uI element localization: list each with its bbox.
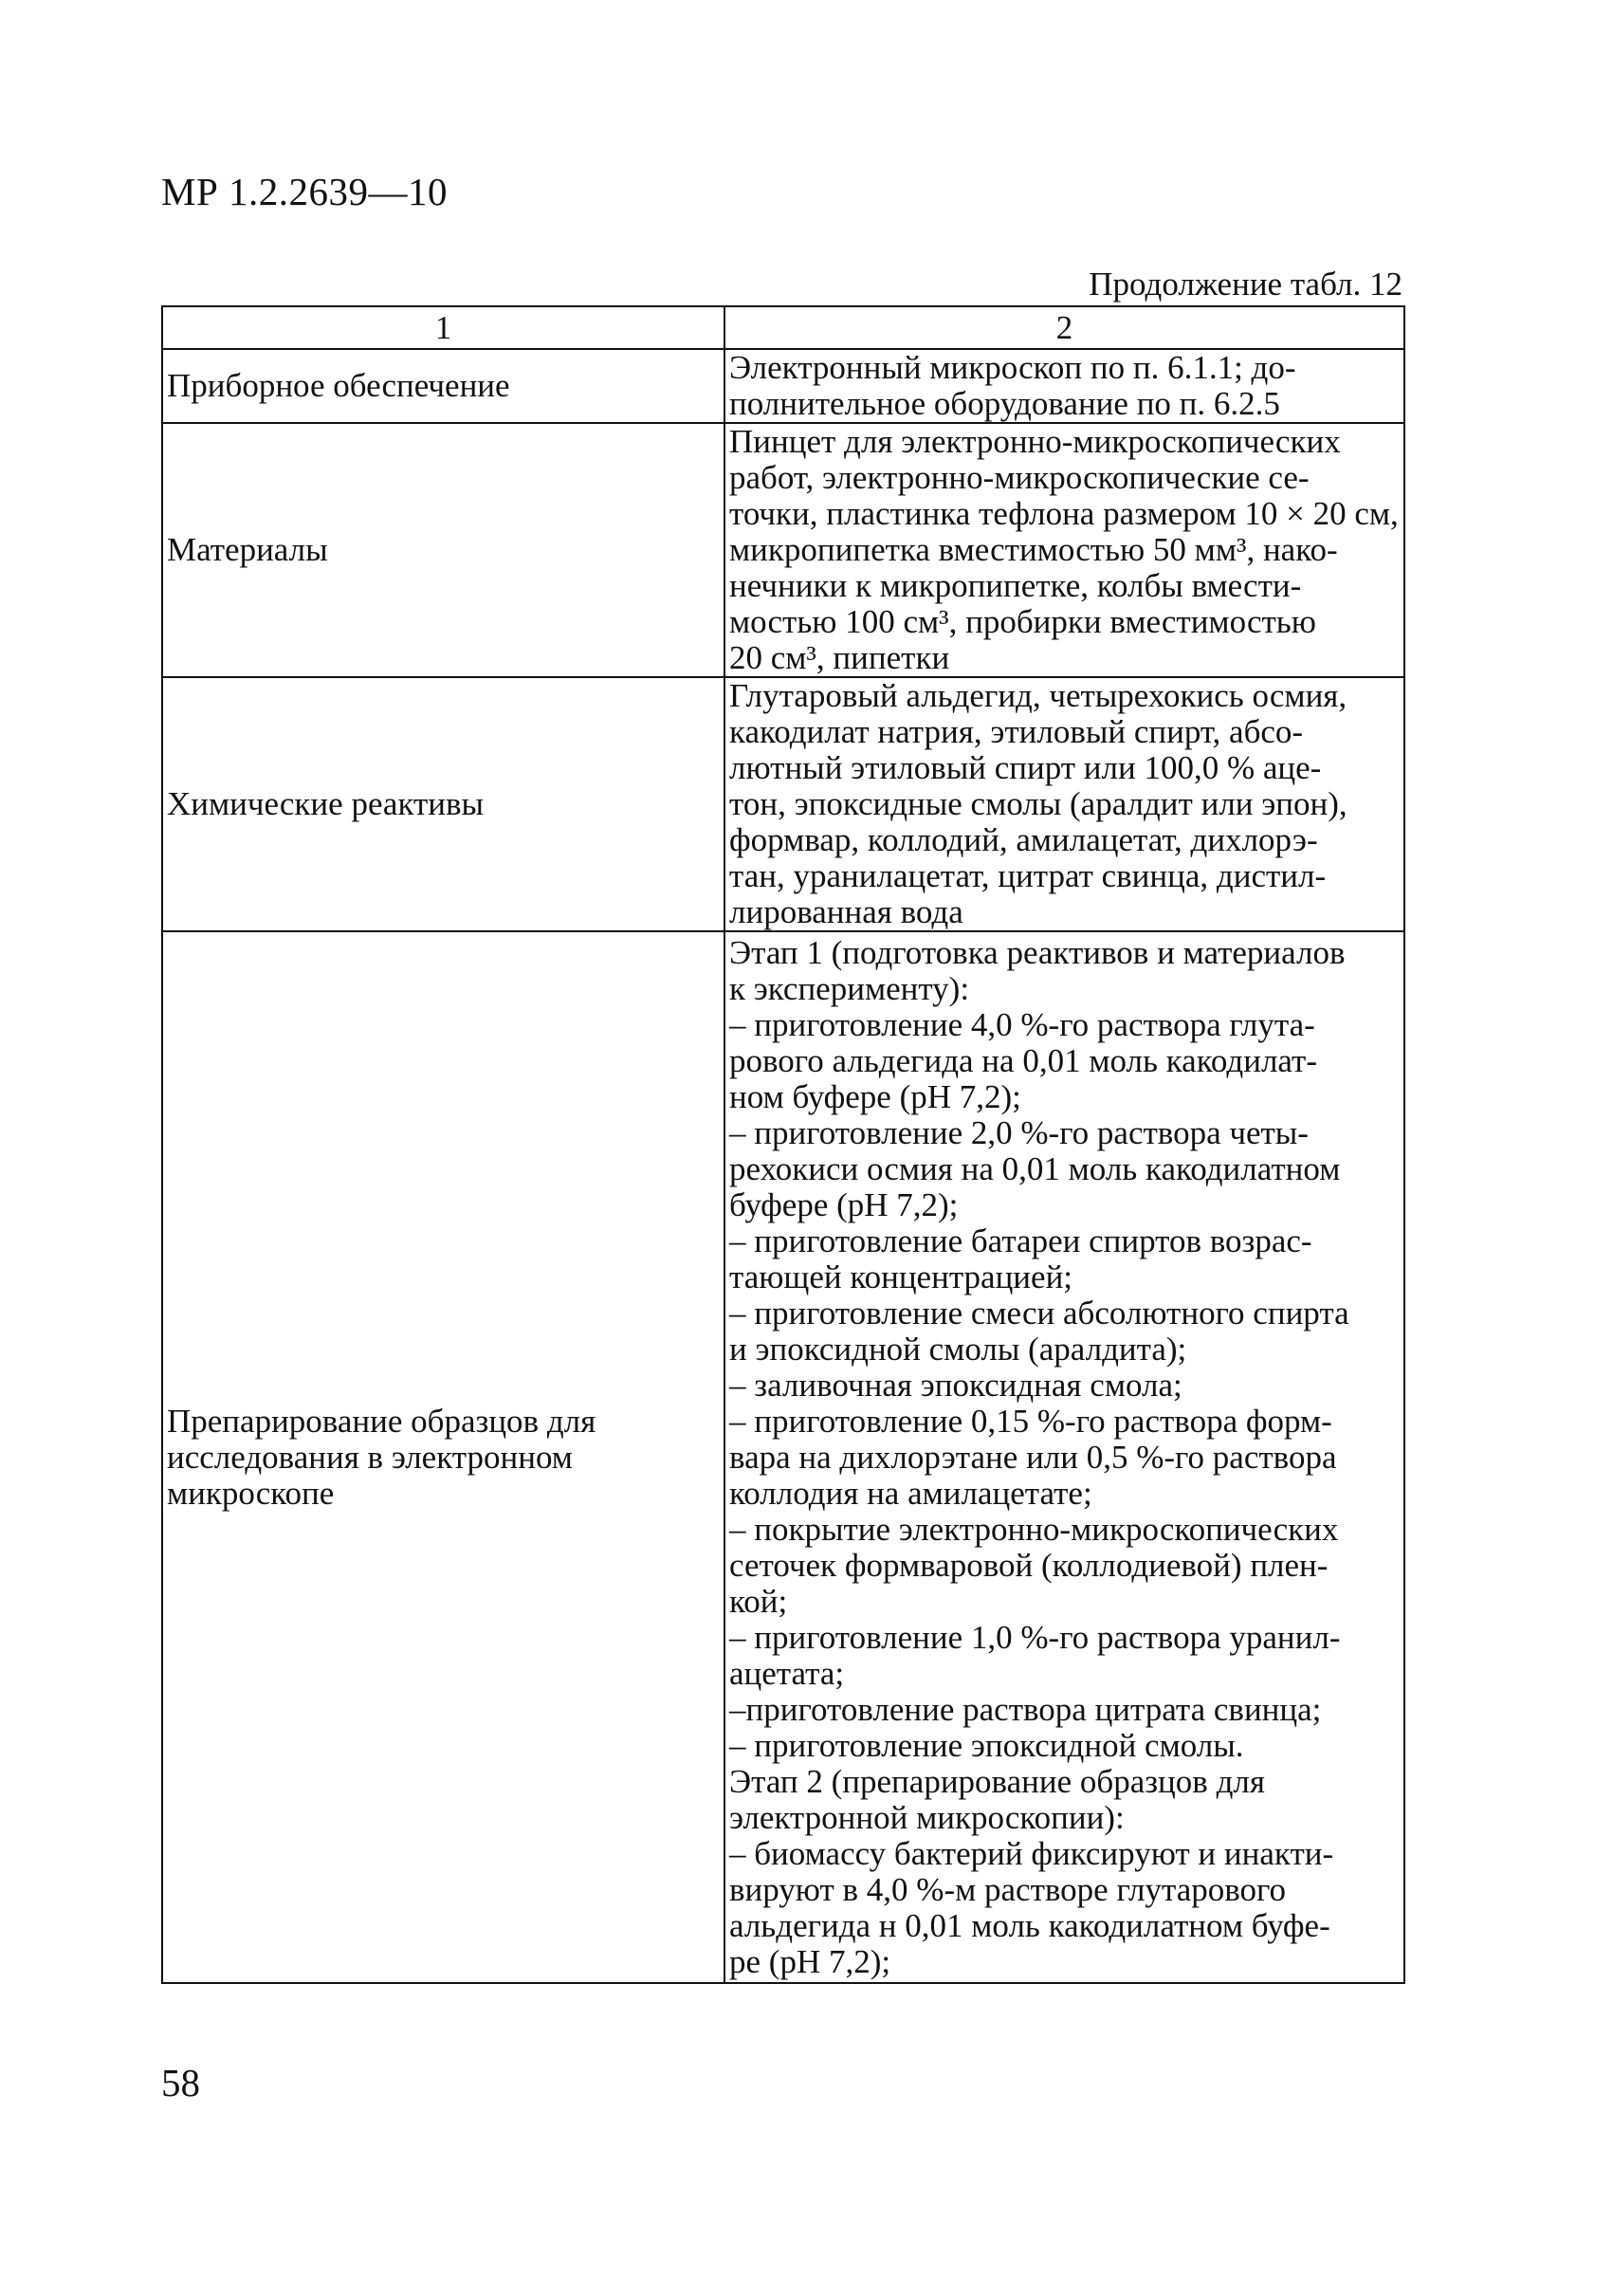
content-line: нечники к микропипетке, колбы вмести- [729,567,1302,604]
content-line: альдегида н 0,01 моль какодилатном буфе- [729,1906,1330,1944]
page-number: 58 [161,2061,200,2104]
table-header-row [162,306,1404,349]
content-line: Этап 2 (препарирование образцов для [729,1762,1265,1800]
content-line: Пинцет для электронно-микроскопических [729,423,1341,460]
content-line: Этап 1 (подготовка реактивов и материалов [729,933,1346,971]
content-line: – приготовление батареи спиртов возрас- [729,1221,1312,1259]
column-header-1: 1 [162,306,724,349]
label-line: Препарирование образцов для [167,1402,596,1440]
content-line: тон, эпоксидные смолы (аралдит или эпон), [729,785,1347,822]
content-line: полнительное оборудование по п. 6.2.5 [729,385,1280,422]
content-line: тан, уранилацетат, цитрат свинца, дистил- [729,857,1327,894]
content-line: – приготовление 1,0 %-го раствора уранил- [729,1618,1341,1656]
content-line: вара на дихлорэтане или 0,5 %-го раствора [729,1438,1337,1476]
content-line: – приготовление смеси абсолютного спирта [729,1294,1349,1332]
row-label-sample-preparation [162,931,724,1983]
content-line: – покрытие электронно-микроскопических [729,1510,1339,1548]
table-row-reagents [162,677,1404,931]
row-content-sample-preparation [724,931,1404,1983]
document-code: МР 1.2.2639—10 [161,170,449,213]
table-row-materials [162,423,1404,677]
label-line: микроскопе [167,1474,335,1512]
column-header-2: 2 [724,306,1404,349]
content-line: – приготовление 4,0 %-го раствора глута- [729,1005,1315,1043]
content-line: тающей концентрацией; [729,1258,1073,1295]
content-line: лютный этиловый спирт или 100,0 % аце- [729,749,1322,786]
row-content-materials [724,423,1404,677]
content-line: ном буфере (рН 7,2); [729,1077,1021,1115]
content-line: Электронный микроскоп по п. 6.1.1; до- [729,349,1296,386]
row-label-reagents: Химические реактивы [162,677,724,931]
content-line: электронной микроскопии): [729,1798,1125,1836]
content-line: какодилат натрия, этиловый спирт, абсо- [729,713,1304,750]
content-line: буфере (рН 7,2); [729,1185,959,1223]
content-line: вируют в 4,0 %-м растворе глутарового [729,1870,1287,1908]
content-line: лированная вода [729,893,963,930]
content-line: – заливочная эпоксидная смола; [729,1366,1182,1404]
content-line: микропипетка вместимостью 50 мм³, нако- [729,531,1338,568]
content-line: рехокиси осмия на 0,01 моль какодилатном [729,1149,1341,1187]
content-line: – приготовление 2,0 %-го раствора четы- [729,1113,1309,1151]
content-line: формвар, коллодий, амилацетат, дихлорэ- [729,821,1318,858]
content-line: к эксперименту): [729,969,970,1007]
content-line: – приготовление эпоксидной смолы. [729,1726,1244,1764]
content-line: точки, пластинка тефлона размером 10 × 20 см, [729,495,1399,532]
table-row-equipment [162,349,1404,423]
row-label-equipment: Приборное обеспечение [162,349,724,423]
table-row-sample-preparation [162,931,1404,1983]
content-line: Глутаровый альдегид, четырехокись осмия, [729,677,1347,714]
content-line: –приготовление раствора цитрата свинца; [729,1690,1322,1728]
content-line: ре (рН 7,2); [729,1942,891,1980]
content-line: рового альдегида на 0,01 моль какодилат- [729,1041,1318,1079]
content-line: 20 см³, пипетки [729,639,950,676]
content-line: ацетата; [729,1654,845,1692]
content-line: сеточек формваровой (коллодиевой) плен- [729,1546,1329,1584]
row-label-materials: Материалы [162,423,724,677]
content-line: работ, электронно-микроскопические се- [729,459,1310,496]
table-continuation-caption: Продолжение табл. 12 [1089,266,1402,303]
content-line: мостью 100 см³, пробирки вместимостью [729,603,1316,640]
content-line: кой; [729,1582,788,1620]
row-content-equipment [724,349,1404,423]
content-line: – биомассу бактерий фиксируют и инакти- [729,1834,1334,1872]
requirements-table [161,305,1405,1984]
row-content-reagents [724,677,1404,931]
content-line: и эпоксидной смолы (аралдита); [729,1330,1187,1368]
label-line: исследования в электронном [167,1438,573,1476]
content-line: коллодия на амилацетате; [729,1474,1092,1512]
content-line: – приготовление 0,15 %-го раствора форм- [729,1402,1332,1440]
